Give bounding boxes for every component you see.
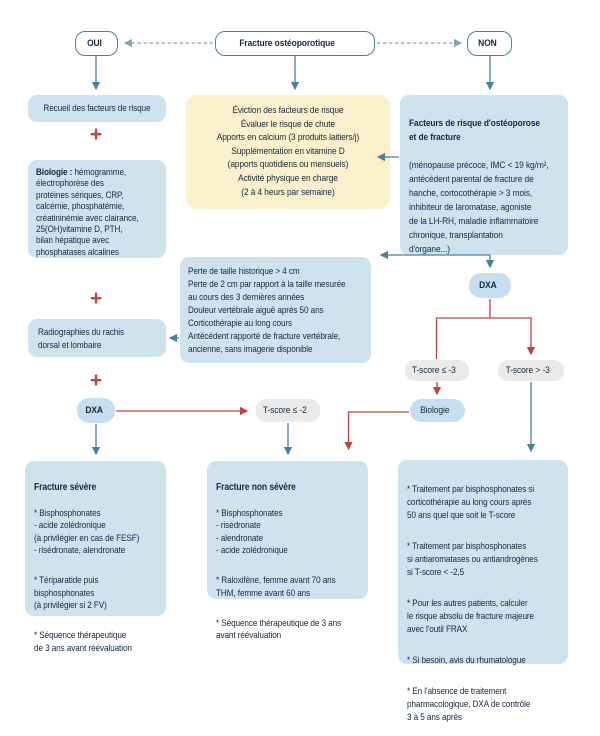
- traitement-group-4: * Si besoin, avis du rhumatologue: [407, 654, 526, 665]
- node-perte-taille-text: Perte de taille historique > 4 cm Perte de 2 cm par rapport à la taille mesurée au cours des 3 dernières années Douleur vertébrale aiguë après 50 ans Corticothérapie au long cours Antécédent rapporté de fracture vertébrale, ancienne, sans imagerie disponible: [188, 265, 346, 354]
- node-biologie-text: [36, 166, 158, 257]
- fracture-severe-group-3: * Séquence thérapeutique de 3 ans avant réévaluation: [34, 629, 132, 653]
- node-traitement: [398, 460, 568, 722]
- node-tscore-gt-3: [498, 360, 564, 381]
- traitement-group-5: * En l'absence de traitement pharmacologique, DXA de contrôle 3 à 5 ans après: [407, 685, 531, 722]
- fracture-non-severe-group-1: * Bisphosphonates - risédronate - alendronate - acide zolédronique: [216, 506, 288, 555]
- node-dxa-left-label: DXA: [85, 404, 103, 416]
- node-biologie-bilan: [28, 160, 166, 258]
- fracture-severe-group-1: * Bisphosphonates - acide zolédronique (à privilégier en cas de FESF) - risédronate, alendronate: [34, 506, 140, 555]
- node-tscore-le-3-label: T-score ≤ -3: [411, 364, 456, 376]
- node-facteurs-text: (ménopause précoce, IMC < 19 kg/m², antécédent parental de fracture de hanche, cortocothérapie > 3 mois, inhibiteur de laromatase, agoniste de la LH-RH, maladie inflammatoire chronique, transplantation d'organe...): [409, 160, 549, 255]
- node-dxa-right-label: DXA: [479, 279, 497, 291]
- arrow-biologie-to-non-severe: [349, 412, 410, 449]
- node-perte-taille: [180, 257, 371, 363]
- node-fracture-severe: [25, 461, 166, 653]
- fracture-non-severe-title: Fracture non sévère: [216, 481, 296, 493]
- traitement-group-1: * Traitement par bisphosphonates si corticothérapie au long cours après 50 ans quel que soit le T-score: [407, 483, 535, 520]
- fracture-severe-title: Fracture sévère: [34, 481, 97, 493]
- node-radiographies-label: Radiographies du rachis dorsal et lombaire: [38, 326, 124, 350]
- node-biologie-pill-label: Biologie: [420, 404, 450, 416]
- node-non: [467, 31, 512, 56]
- plus-sign-2: +: [89, 287, 103, 310]
- biologie-rest-text: hémogramme, électrophorèse des protéines sériques, CRP, calcémie, phosphatémie, créatininémie avec clairance, 25(OH)vitamine D, PTH, bilan hépatique avec phosphatases alcalines: [36, 166, 139, 257]
- node-fracture-osteoporotique: [215, 31, 375, 56]
- node-tscore-le-2: [256, 399, 320, 422]
- fracture-severe-group-2: * Tériparatide puis bisphosphonates (à privilégier si 2 FV): [34, 574, 107, 610]
- node-facteurs-title: Facteurs de risque d'ostéoporose et de fracture: [409, 118, 540, 143]
- node-oui: [75, 31, 118, 56]
- node-dxa-right: [469, 273, 511, 298]
- node-recueil-label: Recueil des facteurs de risque: [43, 102, 151, 113]
- node-root-label: Fracture ostéoporotique: [239, 37, 335, 49]
- node-tscore-gt-3-label: T-score > -3: [505, 364, 550, 376]
- traitement-group-3: * Pour les autres patients, calculer le risque absolu de fracture majeure avec l'outil FRAX: [407, 597, 534, 634]
- node-non-label: NON: [478, 37, 497, 49]
- biologie-bold-label: Biologie :: [36, 166, 73, 177]
- plus-sign-1: +: [89, 123, 103, 146]
- node-dxa-left: [77, 398, 115, 423]
- fracture-non-severe-group-2: * Raloxifène, femme avant 70 ans THM, femme avant 60 ans: [216, 574, 336, 598]
- node-radiographies: [28, 319, 166, 357]
- node-fracture-non-severe: [207, 461, 368, 640]
- node-tscore-le-3: [405, 360, 469, 381]
- node-prevention: [186, 95, 390, 209]
- plus-sign-3: +: [89, 369, 103, 392]
- node-biologie-pill: [410, 399, 465, 422]
- node-recueil-facteurs: [28, 95, 166, 122]
- fracture-non-severe-group-3: * Séquence thérapeutique de 3 ans avant réévaluation: [216, 616, 342, 640]
- node-tscore-le-2-label: T-score ≤ -2: [262, 404, 307, 416]
- node-oui-label: OUI: [87, 37, 102, 49]
- traitement-group-2: * Traitement par bisphosphonates si antiaromatases ou antiandrogènes si T-score < -2,5: [407, 540, 538, 577]
- node-prevention-text: Éviction des facteurs de risque Évaluer le risque de chute Apports en calcium (3 produits laitiers/j) Supplémentation en vitamine D (apports quotidiens ou mensuels) Activité physique en charge (2 à 4 heurs par semaine): [216, 105, 360, 198]
- node-facteurs-risque: [400, 95, 568, 255]
